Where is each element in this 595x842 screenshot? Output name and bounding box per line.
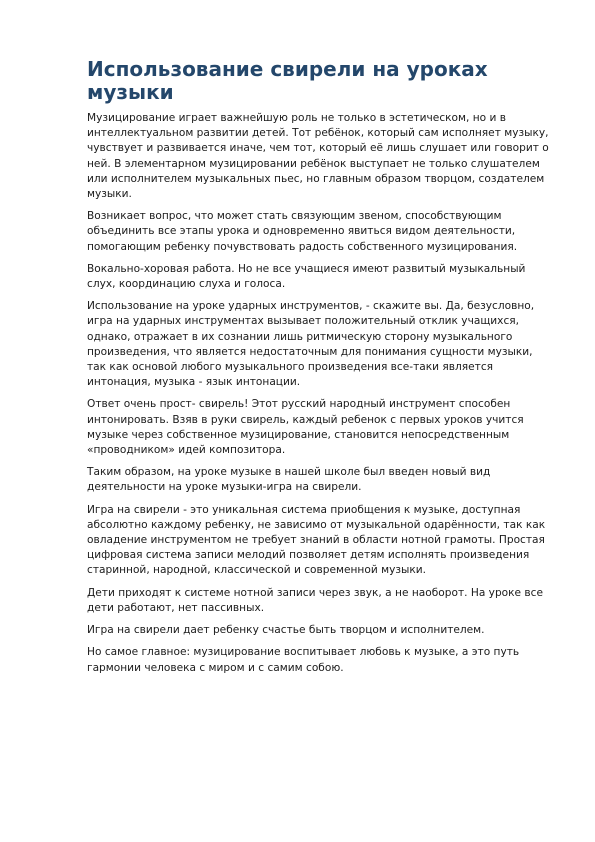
paragraph-4: Использование на уроке ударных инструментов, - скажите вы. Да, безусловно, игра на ударных инструментах вызывает положительный отклик учащихся, однако, отражает в их сознании лишь ритмическую сторону музыкального произведения, что является недостаточным для понимания сущности музыки, так как основой любого музыкального произведения все-таки является интонация, музыка - язык интонации. [87, 300, 535, 389]
paragraph-6: Таким образом, на уроке музыке в нашей школе был введен новый вид деятельности на уроке музыки-игра на свирели. [87, 466, 491, 494]
paragraph-1: Музицирование играет важнейшую роль не только в эстетическом, но и в интеллектуальном развитии детей. Тот ребёнок, который сам исполняет музыку, чувствует и развивается иначе, чем тот, который её лишь слушает или говорит о ней. В элементарном музицировании ребёнок выступает не только слушателем или исполнителем музыкальных пьес, но главным образом творцом, создателем музыки. [87, 112, 549, 201]
paragraph-8: Дети приходят к системе нотной записи через звук, а не наоборот. На уроке все дети работают, нет пассивных. [87, 586, 544, 614]
paragraph-2: Возникает вопрос, что может стать связующим звеном, способствующим объединить все этапы урока и одновременно явиться видом деятельности, помогающим ребенку почувствовать радость собственного музицирования. [87, 210, 518, 253]
paragraph-9: Игра на свирели дает ребенку счастье быть творцом и исполнителем. [87, 624, 485, 637]
paragraph-7: Игра на свирели - это уникальная система приобщения к музыке, доступная абсолютно каждому ребенку, не зависимо от музыкальной одарённости, так как овладение инструментом не требует знаний в области нотной грамоты. Простая цифровая система записи мелодий позволяет детям исполнять произведения старинной, народной, классической и современной музыки. [87, 503, 546, 577]
paragraph-3: Вокально-хоровая работа. Но не все учащиеся имеют развитый музыкальный слух, координацию слуха и голоса. [87, 262, 526, 291]
paragraph-10: Но самое главное: музицирование воспитывает любовь к музыке, а это путь гармонии человека с миром и с самим собою. [87, 646, 520, 674]
paragraph-5: Ответ очень прост- свирель! Этот русский народный инструмент способен интонировать. Взяв в руки свирель, каждый ребенок с первых уроков учится музыке через собственное музицирование, становится непосредственным «проводником» идей композитора. [87, 398, 524, 457]
document-page [87, 58, 549, 683]
document-title: Использование свирели на уроках музыки [87, 57, 488, 104]
